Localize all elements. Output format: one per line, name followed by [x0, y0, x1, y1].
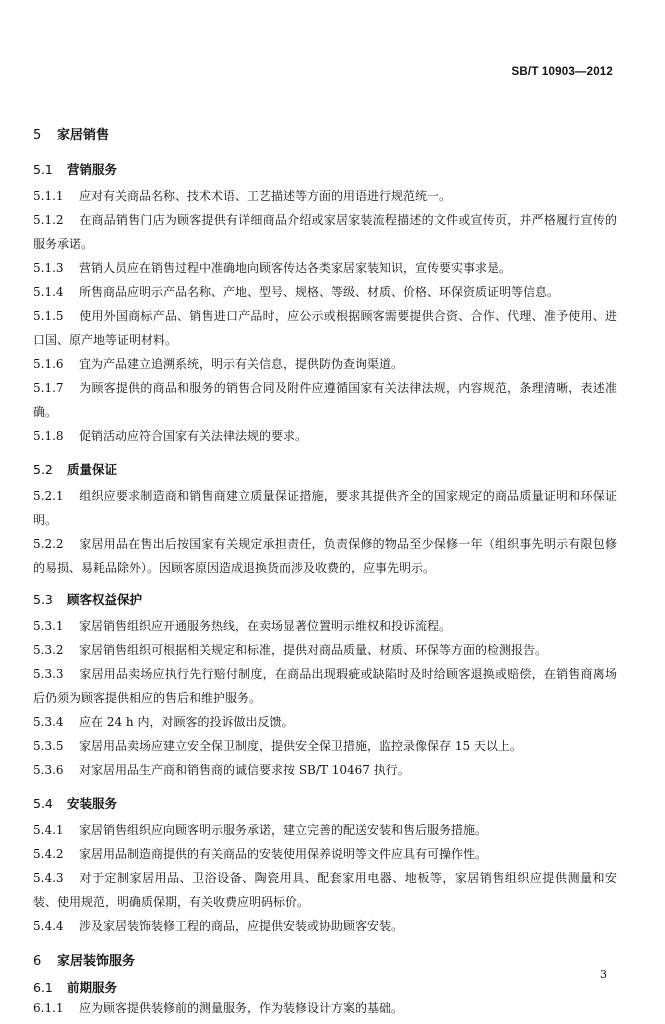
- page-number: 3: [600, 968, 607, 981]
- clause: 5.1.1 应对有关商品名称、技术术语、工艺描述等方面的用语进行规范统一。: [33, 189, 452, 203]
- clause: 5.3.6 对家居用品生产商和销售商的诚信要求按 SB/T 10467 执行。: [33, 763, 410, 777]
- clause: 5.1.5 使用外国商标产品、销售进口产品时，应公示或根据顾客需要提供合资、合作、代理、准予使用、进口国、原产地等证明材料。: [33, 309, 617, 347]
- clause: 5.1.7 为顾客提供的商品和服务的销售合同及附件应遵循国家有关法律法规，内容规范，条理清晰，表述准确。: [33, 381, 617, 419]
- section-heading: 6 家居装饰服务: [33, 954, 136, 969]
- standard-code: SB/T 10903—2012: [511, 66, 613, 78]
- clause: 5.2.2 家居用品在售出后按国家有关规定承担责任，负责保修的物品至少保修一年（组织事先明示有限包修的易损、易耗品除外）。因顾客原因造成退换货而涉及收费的，应事先明示。: [33, 537, 617, 575]
- subsection-heading: 5.1 营销服务: [33, 162, 118, 177]
- subsection-heading: 6.1 前期服务: [33, 980, 118, 995]
- clause: 5.1.2 在商品销售门店为顾客提供有详细商品介绍或家居家装流程描述的文件或宣传页，并严格履行宣传的服务承诺。: [33, 213, 617, 251]
- clause: 5.1.6 宜为产品建立追溯系统，明示有关信息，提供防伪查询渠道。: [33, 357, 404, 371]
- clause: 5.3.4 应在 24 h 内，对顾客的投诉做出反馈。: [33, 715, 294, 729]
- clause: 5.3.1 家居销售组织应开通服务热线，在卖场显著位置明示维权和投诉流程。: [33, 619, 452, 633]
- clause: 5.3.2 家居销售组织可根据相关规定和标准，提供对商品质量、材质、环保等方面的检测报告。: [33, 643, 548, 657]
- subsection-heading: 5.2 质量保证: [33, 462, 118, 477]
- clause: 5.4.1 家居销售组织应向顾客明示服务承诺，建立完善的配送安装和售后服务措施。: [33, 823, 488, 837]
- clause: 5.2.1 组织应要求制造商和销售商建立质量保证措施，要求其提供齐全的国家规定的商品质量证明和环保证明。: [33, 489, 617, 527]
- subsection-heading: 5.4 安装服务: [33, 796, 118, 811]
- clause: 5.3.5 家居用品卖场应建立安全保卫制度，提供安全保卫措施，监控录像保存 15 天以上。: [33, 739, 522, 753]
- clause: 6.1.1 应为顾客提供装修前的测量服务，作为装修设计方案的基础。: [33, 1001, 404, 1015]
- clause: 5.1.8 促销活动应符合国家有关法律法规的要求。: [33, 429, 308, 443]
- clause: 5.4.4 涉及家居装饰装修工程的商品，应提供安装或协助顾客安装。: [33, 919, 404, 933]
- clause: 5.3.3 家居用品卖场应执行先行赔付制度，在商品出现瑕疵或缺陷时及时给顾客退换或赔偿，在销售商离场后仍须为顾客提供相应的售后和维护服务。: [33, 667, 617, 705]
- clause: 5.1.3 营销人员应在销售过程中准确地向顾客传达各类家居家装知识，宣传要实事求是。: [33, 261, 512, 275]
- clause: 5.4.3 对于定制家居用品、卫浴设备、陶瓷用具、配套家用电器、地板等，家居销售组织应提供测量和安装、使用规范，明确质保期，有关收费应明码标价。: [33, 871, 617, 909]
- section-heading: 5 家居销售: [33, 128, 110, 143]
- clause: 5.4.2 家居用品制造商提供的有关商品的安装使用保养说明等文件应具有可操作性。: [33, 847, 488, 861]
- clause: 5.1.4 所售商品应明示产品名称、产地、型号、规格、等级、材质、价格、环保资质证明等信息。: [33, 285, 560, 299]
- subsection-heading: 5.3 顾客权益保护: [33, 592, 143, 607]
